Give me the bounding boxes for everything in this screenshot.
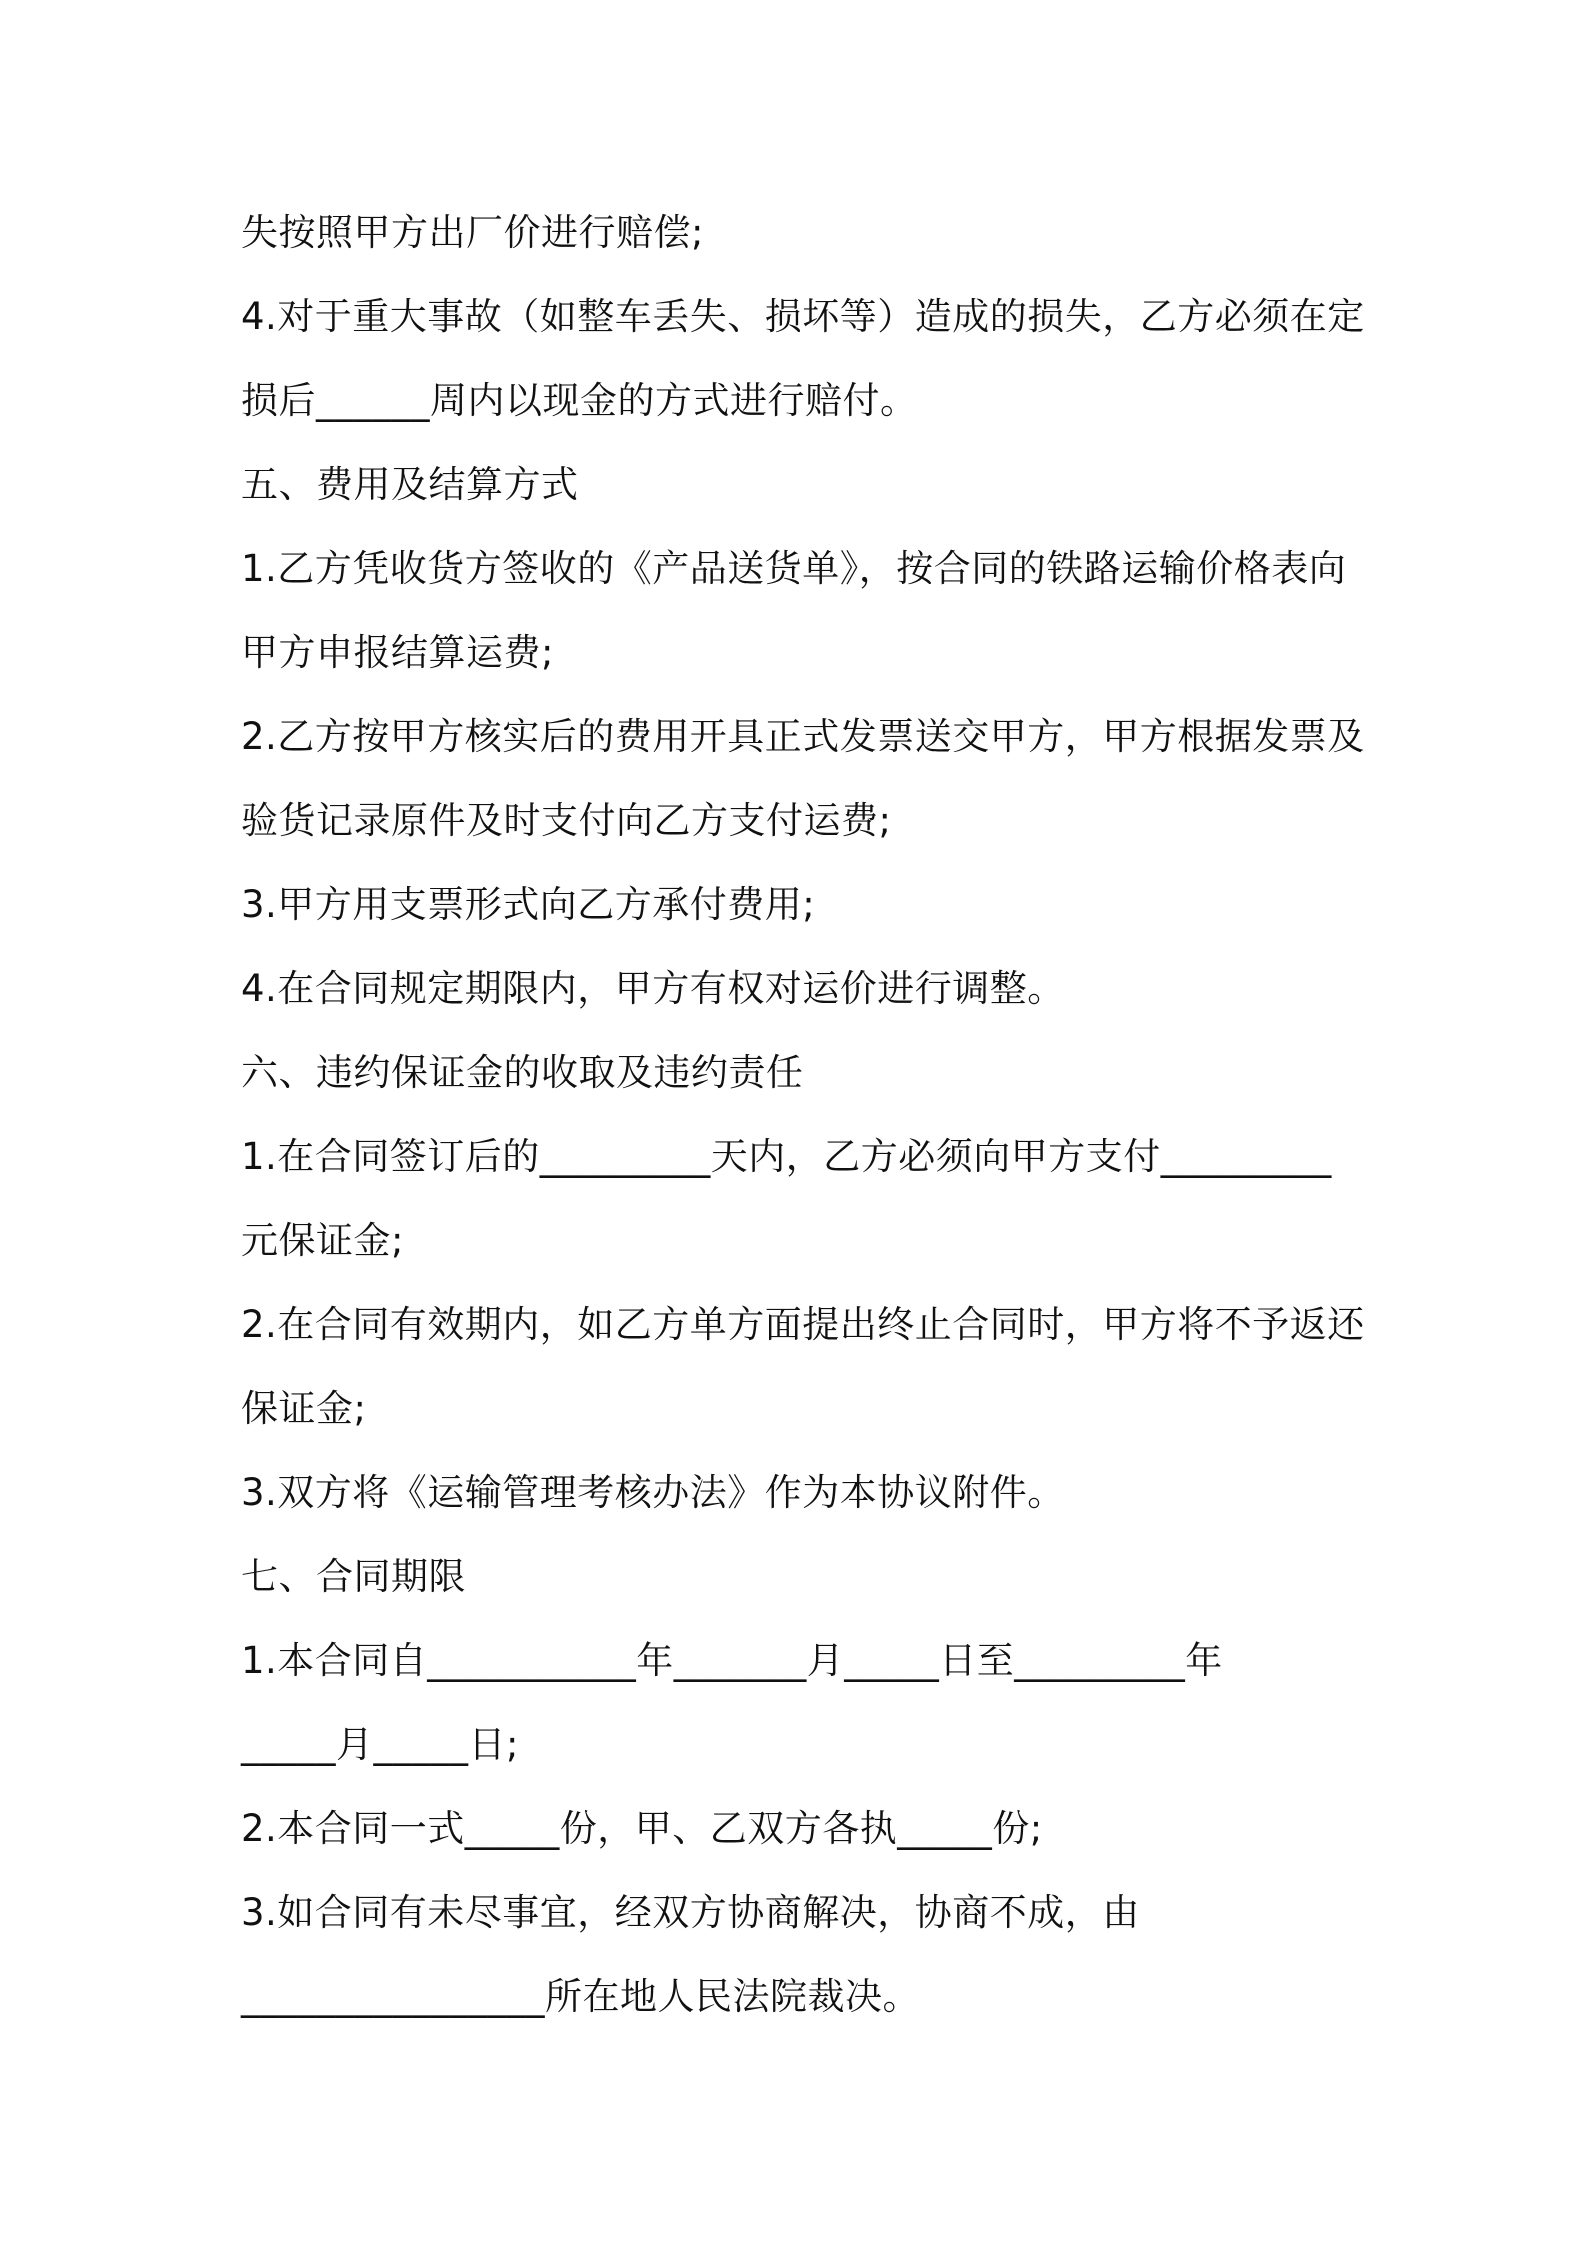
- clause-line: 4.在合同规定期限内，甲方有权对运价进行调整。: [241, 967, 1065, 1010]
- clause-line: 4.对于重大事故（如整车丢失、损坏等）造成的损失，乙方必须在定: [241, 295, 1365, 338]
- document-body: [241, 191, 1365, 2039]
- clause-line: 3.甲方用支票形式向乙方承付费用;: [241, 883, 816, 926]
- clause-line: 保证金;: [241, 1387, 367, 1430]
- clause-line: 3.双方将《运输管理考核办法》作为本协议附件。: [241, 1471, 1065, 1514]
- clause-line: 2.本合同一式_____份，甲、乙双方各执_____份;: [241, 1807, 1043, 1850]
- section-heading: 七、合同期限: [241, 1555, 466, 1598]
- text-line: 失按照甲方出厂价进行赔偿;: [241, 211, 704, 254]
- clause-line: 验货记录原件及时支付向乙方支付运费;: [241, 799, 892, 842]
- section-heading: 五、费用及结算方式: [241, 463, 579, 506]
- clause-line: 2.在合同有效期内，如乙方单方面提出终止合同时，甲方将不予返还: [241, 1303, 1365, 1346]
- clause-line: 1.本合同自___________年_______月_____日至_________年: [241, 1639, 1223, 1682]
- clause-line: 损后______周内以现金的方式进行赔付。: [241, 379, 918, 422]
- clause-line: 2.乙方按甲方核实后的费用开具正式发票送交甲方，甲方根据发票及: [241, 715, 1365, 758]
- clause-line: 3.如合同有未尽事宜，经双方协商解决，协商不成，由: [241, 1891, 1140, 1934]
- clause-line: 元保证金;: [241, 1219, 404, 1262]
- clause-line: _____月_____日;: [241, 1723, 519, 1766]
- clause-line: 1.在合同签订后的_________天内，乙方必须向甲方支付_________: [241, 1135, 1332, 1178]
- clause-line: 甲方申报结算运费;: [241, 631, 554, 674]
- clause-line: 1.乙方凭收货方签收的《产品送货单》，按合同的铁路运输价格表向: [241, 547, 1347, 590]
- section-heading: 六、违约保证金的收取及违约责任: [241, 1051, 804, 1094]
- clause-line: ________________所在地人民法院裁决。: [241, 1975, 920, 2018]
